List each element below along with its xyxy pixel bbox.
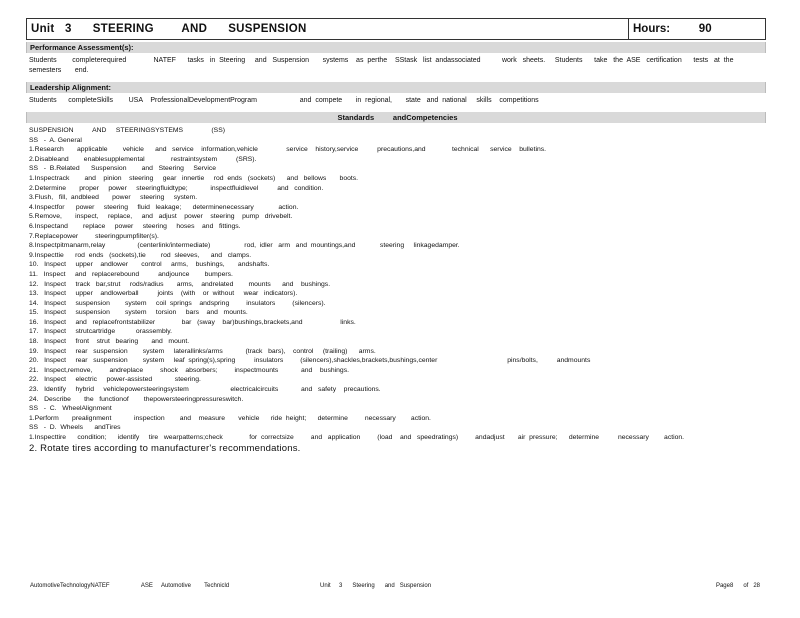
competency-line: 9.Inspecttie rod ends (sockets),tie rod sleeves, and clamps. [29,251,252,259]
rotate-tires-line: 2. Rotate tires according to manufacturer's recommendations. [29,442,301,454]
competency-line: 15. Inspect suspension system torsion bars and mounts. [29,309,248,317]
footer-right: Page8 of 28 [715,583,760,589]
competency-line: 6.Inspectand replace power steering hoses and fittings. [29,222,241,230]
competency-line: 17. Inspect strutcartridge orassembly. [29,328,173,336]
unit-header [26,18,766,40]
competency-line: 10. Inspect upper andlower control arms, bushings, andshafts. [29,261,270,269]
unit-title: Unit 3 STEERING AND SUSPENSION [27,19,629,39]
performance-band: Performance Assessment(s): [26,42,766,53]
competency-line: 1.Research applicable vehicle and service information,vehicle service history,service precautions,and technical service bulletins. [29,146,547,154]
competency-line: SS - A. General [29,136,82,144]
competency-line: SS - D. Wheels andTires [29,424,121,432]
competency-line: 3.Flush, fill, andbleed power steering system. [29,194,198,202]
competency-list [26,126,766,443]
competency-line: 1.Inspectrack and pinion steering gear innertie rod ends (sockets) and bellows boots. [29,174,359,182]
competency-line: 11. Inspect and replacerebound andjounce bumpers. [29,270,233,278]
competency-line: 16. Inspect and replacefrontstabilizer bar (sway bar)bushings,brackets,and links. [29,318,356,326]
standards-band: Standards andCompetencies [26,112,766,123]
leadership-text: Students completeSkills USA ProfessionalDevelopmentProgram and compete in regional, state and national skills competitions [29,97,539,104]
competency-line: 7.Replacepower steeringpumpfilter(s). [29,232,159,240]
competency-line: 20. Inspect rear suspension system leaf spring(s),spring insulators (silencers),shackles,brackets,bushings,center pins/bolts, andmounts [29,357,591,365]
competency-line: 23. Identify hybrid vehiclepowersteeringsystem electricalcircuits and safety precautions. [29,386,381,394]
competency-line: 18. Inspect front strut bearing and mount. [29,338,190,346]
competency-line: 12. Inspect track bar,strut rods/radius arms, andrelated mounts and bushings. [29,280,331,288]
document-page [26,18,766,455]
competency-line: 19. Inspect rear suspension system laterallinks/arms (track bars), control (trailing) arms. [29,347,376,355]
competency-line: 1.Inspecttire condition; identify tire wearpatterns;check for correctsize and application (load and speedratings) andadjust air pressure; determine necessary action. [29,434,685,441]
competency-line: SS - B.Related Suspension and Steering Service [29,165,217,173]
hours-label: Hours: 90 [633,23,712,35]
leadership-band: Leadership Alignment: [26,82,766,93]
competency-line: SUSPENSION AND STEERINGSYSTEMS (SS) [29,127,226,134]
competency-line: 1.Perform prealignment inspection and measure vehicle ride height; determine necessary action. [29,414,431,422]
competency-line: 4.Inspectfor power steering fluid leakage; determinenecessary action. [29,203,299,211]
competency-line: SS - C. WheelAlignment [29,405,112,413]
performance-text: Students completerequired NATEF tasks in Steering and Suspension systems as perthe SStask list andassociated work sheets. Students take the ASE certification tests at the semesters end. [29,57,736,74]
competency-line: 21. Inspect,remove, andreplace shock absorbers; inspectmounts and bushings. [29,366,349,374]
competency-line: 24. Describe the functionof thepowersteeringpressureswitch. [29,395,244,403]
competency-line: 2.Determine proper power steeringfluidtype; inspectfluidlevel and condition. [29,184,324,192]
competency-line: 22. Inspect electric power-assisted steering. [29,376,201,384]
competency-line: 13. Inspect upper andlowerball joints (with or without wear indicators). [29,290,298,298]
competency-line: 5.Remove, inspect, replace, and adjust power steering pump drivebelt. [29,213,293,221]
competency-line: 2.Disableand enablesupplemental restraintsystem (SRS). [29,155,257,163]
footer-left: AutomotiveTechnologyNATEF ASE Automotive Technicld [30,583,230,589]
footer-center: Unit 3 Steering and Suspension [320,583,432,589]
competency-line: 14. Inspect suspension system coil springs andspring insulators (silencers). [29,299,326,307]
page-footer [30,583,760,589]
competency-line: 8.Inspectpitmanarm,relay (centerlink/intermediate) rod, idler arm and mountings,and steering linkagedamper. [29,242,460,250]
